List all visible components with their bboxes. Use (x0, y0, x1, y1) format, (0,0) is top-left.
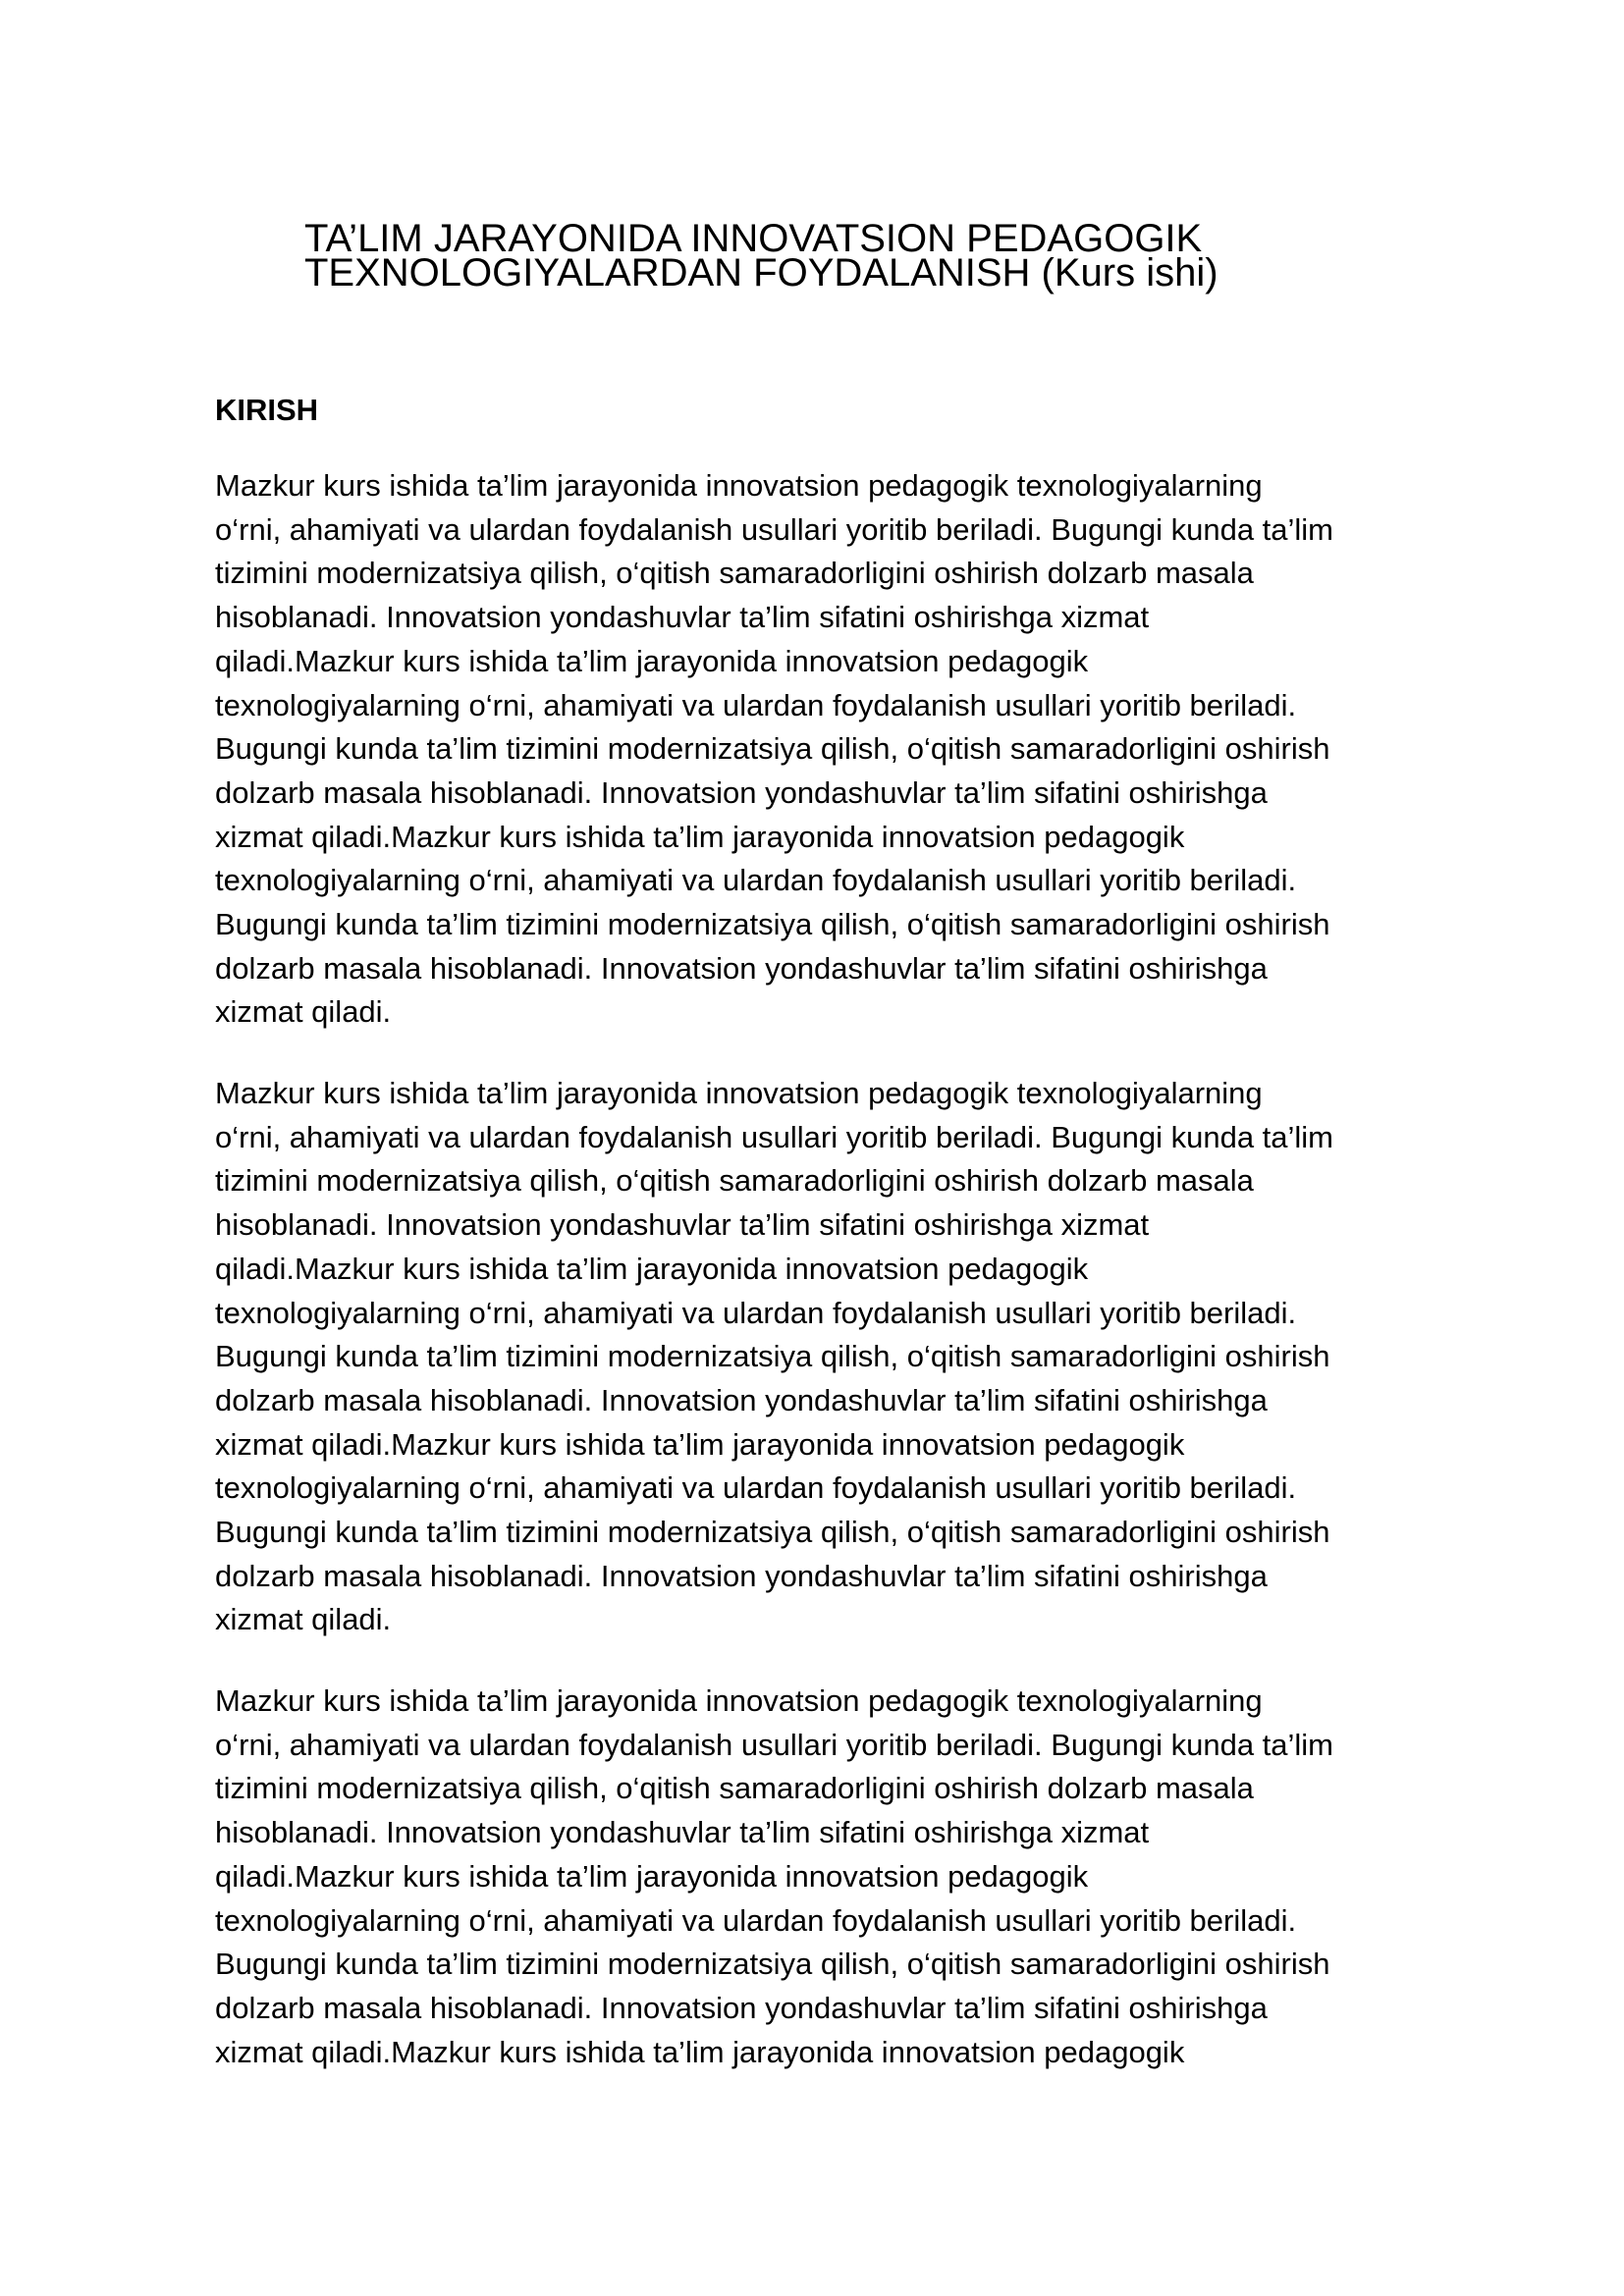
paragraph-line: hisoblanadi. Innovatsion yondashuvlar ta’lim sifatini oshirishga xizmat (215, 1207, 1150, 1243)
paragraph-line: texnologiyalarning o‘rni, ahamiyati va ulardan foydalanish usullari yoritib beriladi. (215, 863, 1297, 898)
title-line: TEXNOLOGIYALARDAN FOYDALANISH (Kurs ishi) (304, 251, 1218, 294)
paragraph-line: hisoblanadi. Innovatsion yondashuvlar ta’lim sifatini oshirishga xizmat (215, 600, 1150, 635)
paragraph-line: o‘rni, ahamiyati va ulardan foydalanish usullari yoritib beriladi. Bugungi kunda ta’lim (215, 1727, 1334, 1762)
paragraph-line: texnologiyalarning o‘rni, ahamiyati va ulardan foydalanish usullari yoritib beriladi. (215, 1902, 1297, 1938)
paragraph-line: xizmat qiladi. (215, 994, 392, 1030)
paragraph-line: tizimini modernizatsiya qilish, o‘qitish samaradorligini oshirish dolzarb masala (215, 556, 1254, 591)
paragraph-line: Bugungi kunda ta’lim tizimini modernizatsiya qilish, o‘qitish samaradorligini oshirish (215, 731, 1330, 767)
document-title (304, 217, 1326, 294)
paragraph-line: Mazkur kurs ishida ta’lim jarayonida innovatsion pedagogik texnologiyalarning (215, 1076, 1263, 1110)
paragraph-line: xizmat qiladi.Mazkur kurs ishida ta’lim jarayonida innovatsion pedagogik (215, 1426, 1185, 1462)
paragraph-line: tizimini modernizatsiya qilish, o‘qitish samaradorligini oshirish dolzarb masala (215, 1771, 1254, 1806)
paragraph-line: qiladi.Mazkur kurs ishida ta’lim jarayonida innovatsion pedagogik (215, 643, 1089, 678)
paragraph-line: texnologiyalarning o‘rni, ahamiyati va ulardan foydalanish usullari yoritib beriladi. (215, 1470, 1297, 1506)
paragraph-line: Mazkur kurs ishida ta’lim jarayonida innovatsion pedagogik texnologiyalarning (215, 468, 1263, 503)
paragraph-line: Mazkur kurs ishida ta’lim jarayonida innovatsion pedagogik texnologiyalarning (215, 1683, 1263, 1718)
paragraph-line: qiladi.Mazkur kurs ishida ta’lim jarayonida innovatsion pedagogik (215, 1858, 1089, 1894)
paragraph-line: Bugungi kunda ta’lim tizimini modernizatsiya qilish, o‘qitish samaradorligini oshirish (215, 1515, 1330, 1550)
paragraph-line: Bugungi kunda ta’lim tizimini modernizatsiya qilish, o‘qitish samaradorligini oshirish (215, 907, 1330, 942)
paragraph-line: xizmat qiladi.Mazkur kurs ishida ta’lim jarayonida innovatsion pedagogik (215, 819, 1185, 854)
paragraph (215, 464, 1433, 1035)
section-heading: KIRISH (215, 393, 319, 427)
paragraph-line: texnologiyalarning o‘rni, ahamiyati va ulardan foydalanish usullari yoritib beriladi. (215, 687, 1297, 722)
paragraph-line: xizmat qiladi. (215, 1602, 392, 1637)
paragraph (215, 1680, 1433, 2074)
paragraph-line: dolzarb masala hisoblanadi. Innovatsion yondashuvlar ta’lim sifatini oshirishga (215, 1558, 1268, 1593)
paragraph-line: dolzarb masala hisoblanadi. Innovatsion yondashuvlar ta’lim sifatini oshirishga (215, 1990, 1268, 2025)
paragraph-line: hisoblanadi. Innovatsion yondashuvlar ta’lim sifatini oshirishga xizmat (215, 1815, 1150, 1850)
paragraph-line: Bugungi kunda ta’lim tizimini modernizatsiya qilish, o‘qitish samaradorligini oshirish (215, 1339, 1330, 1374)
title-line: TA’LIM JARAYONIDA INNOVATSION PEDAGOGIK (304, 217, 1203, 260)
paragraph-line: qiladi.Mazkur kurs ishida ta’lim jarayonida innovatsion pedagogik (215, 1251, 1089, 1286)
paragraph-line: dolzarb masala hisoblanadi. Innovatsion yondashuvlar ta’lim sifatini oshirishga (215, 774, 1268, 810)
paragraph-line: xizmat qiladi.Mazkur kurs ishida ta’lim jarayonida innovatsion pedagogik (215, 2034, 1185, 2069)
paragraph-line: tizimini modernizatsiya qilish, o‘qitish samaradorligini oshirish dolzarb masala (215, 1163, 1254, 1199)
paragraph-line: dolzarb masala hisoblanadi. Innovatsion yondashuvlar ta’lim sifatini oshirishga (215, 950, 1268, 986)
paragraph (215, 1072, 1433, 1642)
paragraph-line: dolzarb masala hisoblanadi. Innovatsion yondashuvlar ta’lim sifatini oshirishga (215, 1382, 1268, 1417)
paragraph-line: o‘rni, ahamiyati va ulardan foydalanish usullari yoritib beriladi. Bugungi kunda ta’lim (215, 511, 1334, 547)
paragraph-line: Bugungi kunda ta’lim tizimini modernizatsiya qilish, o‘qitish samaradorligini oshirish (215, 1947, 1330, 1982)
paragraph-line: texnologiyalarning o‘rni, ahamiyati va ulardan foydalanish usullari yoritib beriladi. (215, 1295, 1297, 1330)
paragraph-line: o‘rni, ahamiyati va ulardan foydalanish usullari yoritib beriladi. Bugungi kunda ta’lim (215, 1119, 1334, 1154)
